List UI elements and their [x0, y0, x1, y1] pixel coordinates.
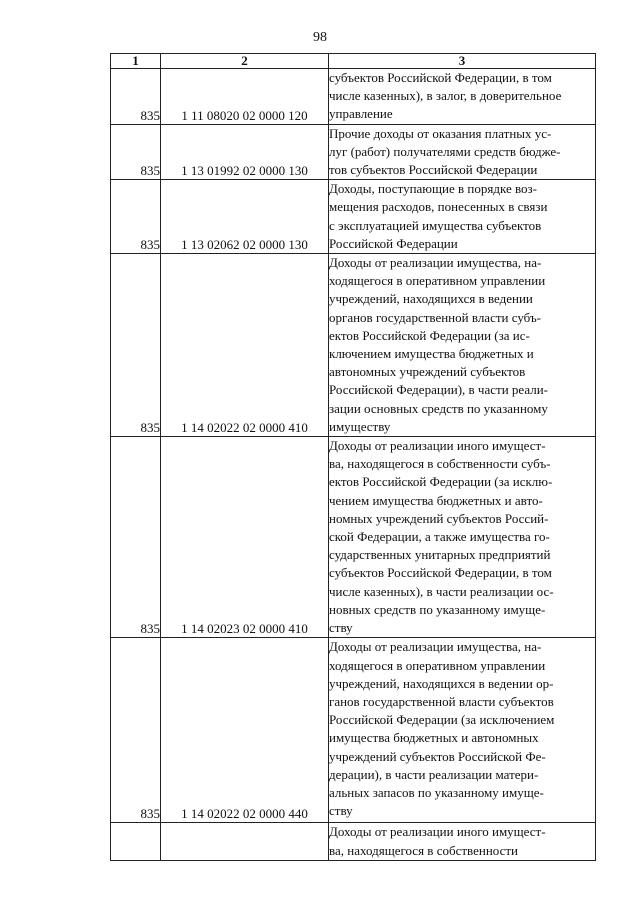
budget-classification-code-cell: 1 11 08020 02 0000 120	[161, 69, 329, 125]
description-line: Доходы, поступающие в порядке воз-	[329, 181, 537, 197]
description-line: Доходы от реализации иного имущест-	[329, 824, 546, 840]
description-line: ва, находящегося в собственности субъ-	[329, 456, 551, 472]
revenue-description-cell	[329, 638, 596, 823]
description-line: субъектов Российской Федерации, в том	[329, 70, 552, 85]
description-line: сударственных унитарных предприятий	[329, 547, 551, 563]
revenue-description-cell	[329, 823, 596, 860]
description-line: новных средств по указанному имуще-	[329, 601, 546, 617]
header-col-2: 2	[161, 54, 329, 69]
description-line: с эксплуатацией имущества субъектов	[329, 217, 542, 233]
description-line: Российской Федерации), в части реали-	[329, 382, 548, 398]
table-row	[111, 124, 596, 180]
description-line: луг (работ) получателями средств бюдже-	[329, 143, 561, 159]
table-row	[111, 254, 596, 437]
admin-code-cell	[111, 823, 161, 860]
description-line: учреждений, находящихся в ведении	[329, 291, 533, 307]
description-line: ской Федерации, а также имущества го-	[329, 529, 550, 545]
admin-code-cell: 835	[111, 124, 161, 180]
admin-code-cell: 835	[111, 437, 161, 638]
revenue-description-cell	[329, 437, 596, 638]
description-line: числе казенных), в части реализации ос-	[329, 583, 554, 599]
description-line: ству	[329, 620, 353, 636]
admin-code-cell: 835	[111, 180, 161, 254]
description-line: чением имущества бюджетных и авто-	[329, 492, 543, 508]
budget-classification-code-cell: 1 13 01992 02 0000 130	[161, 124, 329, 180]
admin-code-cell: 835	[111, 254, 161, 437]
budget-classification-code-cell: 1 14 02023 02 0000 410	[161, 437, 329, 638]
table-row	[111, 638, 596, 823]
header-col-3: 3	[329, 54, 596, 69]
description-line: автономных учреждений субъектов	[329, 364, 526, 380]
description-line: дерации), в части реализации матери-	[329, 766, 539, 782]
revenue-description-cell	[329, 180, 596, 254]
description-line: тов субъектов Российской Федерации	[329, 162, 538, 178]
table-row	[111, 823, 596, 860]
description-line: альных запасов по указанному имуще-	[329, 784, 544, 800]
description-line: Доходы от реализации имущества, на-	[329, 255, 542, 271]
description-line: номных учреждений субъектов Россий-	[329, 510, 549, 526]
table-row	[111, 69, 596, 125]
description-line: числе казенных), в залог, в доверительное	[329, 88, 562, 104]
description-line: ектов Российской Федерации (за исклю-	[329, 474, 553, 490]
description-line: имущества бюджетных и автономных	[329, 730, 539, 746]
admin-code-cell: 835	[111, 638, 161, 823]
description-line: учреждений, находящихся в ведении ор-	[329, 675, 554, 691]
admin-code-cell: 835	[111, 69, 161, 125]
description-line: зации основных средств по указанному	[329, 400, 548, 416]
table-row	[111, 180, 596, 254]
description-line: ва, находящегося в собственности	[329, 842, 519, 858]
page-number: 98	[313, 30, 327, 45]
description-line: мещения расходов, понесенных в связи	[329, 199, 548, 215]
description-line: Доходы от реализации иного имущест-	[329, 438, 546, 454]
description-line: Прочие доходы от оказания платных ус-	[329, 125, 552, 141]
revenue-description-cell	[329, 69, 596, 125]
revenue-description-cell	[329, 254, 596, 437]
budget-classification-code-cell	[161, 823, 329, 860]
description-line: Российской Федерации	[329, 235, 458, 251]
description-line: ходящегося в оперативном управлении	[329, 273, 546, 289]
header-col-1: 1	[111, 54, 161, 69]
description-line: ектов Российской Федерации (за ис-	[329, 327, 530, 343]
description-line: ству	[329, 803, 353, 819]
table-header-row	[111, 54, 596, 69]
description-line: Доходы от реализации имущества, на-	[329, 639, 542, 655]
description-line: субъектов Российской Федерации, в том	[329, 565, 552, 581]
description-line: управление	[329, 106, 393, 122]
revenue-description-cell	[329, 124, 596, 180]
description-line: органов государственной власти субъ-	[329, 309, 541, 325]
description-line: ганов государственной власти субъектов	[329, 693, 554, 709]
budget-classification-code-cell: 1 13 02062 02 0000 130	[161, 180, 329, 254]
budget-classification-code-cell: 1 14 02022 02 0000 440	[161, 638, 329, 823]
description-line: ключением имущества бюджетных и	[329, 346, 534, 362]
table-body	[111, 69, 596, 861]
description-line: имуществу	[329, 418, 391, 434]
revenue-codes-table	[110, 53, 596, 861]
description-line: Российской Федерации (за исключением	[329, 712, 555, 728]
table-row	[111, 437, 596, 638]
description-line: учреждений субъектов Российской Фе-	[329, 748, 546, 764]
budget-classification-code-cell: 1 14 02022 02 0000 410	[161, 254, 329, 437]
description-line: ходящегося в оперативном управлении	[329, 657, 546, 673]
